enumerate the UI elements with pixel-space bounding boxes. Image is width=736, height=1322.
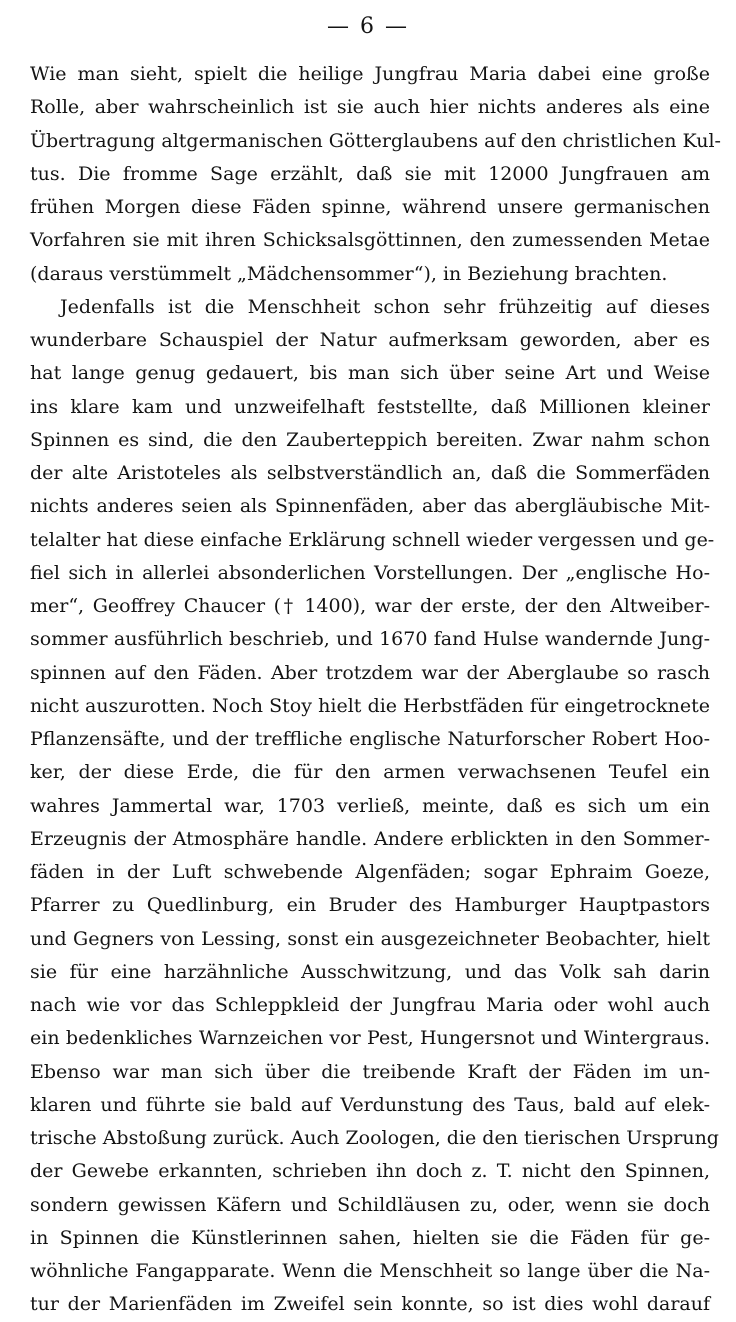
text-line: Vorfahren sie mit ihren Schicksalsgöttinnen, den zumessenden Metae xyxy=(30,229,710,252)
text-line: Wie man sieht, spielt die heilige Jungfrau Maria dabei eine große xyxy=(30,63,710,85)
text-line: spinnen auf den Fäden. Aber trotzdem war der Aberglaube so rasch xyxy=(30,661,710,684)
text-line: ins klare kam und unzweifelhaft feststellte, daß Millionen kleiner xyxy=(30,395,710,418)
text-line: Pflanzensäfte, und der treffliche englische Naturforscher Robert Hoo- xyxy=(30,728,710,750)
text-line: der Gewebe erkannten, schrieben ihn doch z. T. nicht den Spinnen, xyxy=(30,1160,710,1183)
text-line: frühen Morgen diese Fäden spinne, während unsere germanischen xyxy=(30,196,710,218)
text-line: Ebenso war man sich über die treibende Kraft der Fäden im un- xyxy=(30,1060,710,1083)
text-line: (daraus verstümmelt „Mädchensommer“), in Beziehung brachten. xyxy=(30,262,668,285)
text-line: fiel sich in allerlei absonderlichen Vorstellungen. Der „englische Ho- xyxy=(30,561,710,584)
text-line: telalter hat diese einfache Erklärung schnell wieder vergessen und ge- xyxy=(30,528,715,551)
page-number: — 6 — xyxy=(327,14,409,39)
text-line: mer“, Geoffrey Chaucer († 1400), war der erste, der den Altweiber- xyxy=(30,595,710,617)
text-line: ker, der diese Erde, die für den armen verwachsenen Teufel ein xyxy=(30,761,710,784)
text-line: fäden in der Luft schwebende Algenfäden; sogar Ephraim Goeze, xyxy=(30,861,710,883)
text-line: Erzeugnis der Atmosphäre handle. Andere erblickten in den Sommer- xyxy=(30,827,710,850)
text-line: nichts anderes seien als Spinnenfäden, aber das abergläubische Mit- xyxy=(30,495,710,518)
text-line: wunderbare Schauspiel der Natur aufmerksam geworden, aber es xyxy=(30,329,710,351)
text-line: klaren und führte sie bald auf Verdunstung des Taus, bald auf elek- xyxy=(30,1093,710,1116)
text-line: ein bedenkliches Warnzeichen vor Pest, Hungersnot und Wintergraus. xyxy=(30,1027,710,1050)
text-line: Pfarrer zu Quedlinburg, ein Bruder des Hamburger Hauptpastors xyxy=(30,894,710,917)
text-line: nicht auszurotten. Noch Stoy hielt die Herbstfäden für eingetrocknete xyxy=(30,694,710,717)
text-line: nach wie vor das Schleppkleid der Jungfrau Maria oder wohl auch xyxy=(30,994,710,1016)
text-line: tur der Marienfäden im Zweifel sein konnte, so ist dies wohl darauf xyxy=(30,1293,710,1316)
paragraph-first-line: Jedenfalls ist die Menschheit schon sehr frühzeitig auf dieses xyxy=(60,295,710,318)
text-line: wöhnliche Fangapparate. Wenn die Menschheit so lange über die Na- xyxy=(30,1260,710,1282)
text-line: in Spinnen die Künstlerinnen sahen, hielten sie die Fäden für ge- xyxy=(30,1226,710,1249)
text-line: Rolle, aber wahrscheinlich ist sie auch hier nichts anderes als eine xyxy=(30,96,710,119)
text-line: hat lange genug gedauert, bis man sich über seine Art und Weise xyxy=(30,362,710,385)
text-line: trische Abstoßung zurück. Auch Zoologen, die den tierischen Ursprung xyxy=(30,1127,719,1149)
text-line: und Gegners von Lessing, sonst ein ausgezeichneter Beobachter, hielt xyxy=(30,927,710,950)
text-line: tus. Die fromme Sage erzählt, daß sie mit 12000 Jungfrauen am xyxy=(30,162,710,185)
text-line: Spinnen es sind, die den Zauberteppich bereiten. Zwar nahm schon xyxy=(30,428,710,451)
text-line: sommer ausführlich beschrieb, und 1670 fand Hulse wandernde Jung- xyxy=(30,628,710,651)
text-line: Übertragung altgermanischen Götterglaubens auf den christlichen Kul- xyxy=(30,129,721,152)
text-line: sondern gewissen Käfern und Schildläusen zu, oder, wenn sie doch xyxy=(30,1193,710,1216)
text-line: sie für eine harzähnliche Ausschwitzung, und das Volk sah darin xyxy=(30,960,710,983)
text-line: der alte Aristoteles als selbstverständlich an, daß die Sommerfäden xyxy=(30,462,710,484)
text-line: wahres Jammertal war, 1703 verließ, meinte, daß es sich um ein xyxy=(30,794,710,817)
body-text xyxy=(30,58,721,1322)
